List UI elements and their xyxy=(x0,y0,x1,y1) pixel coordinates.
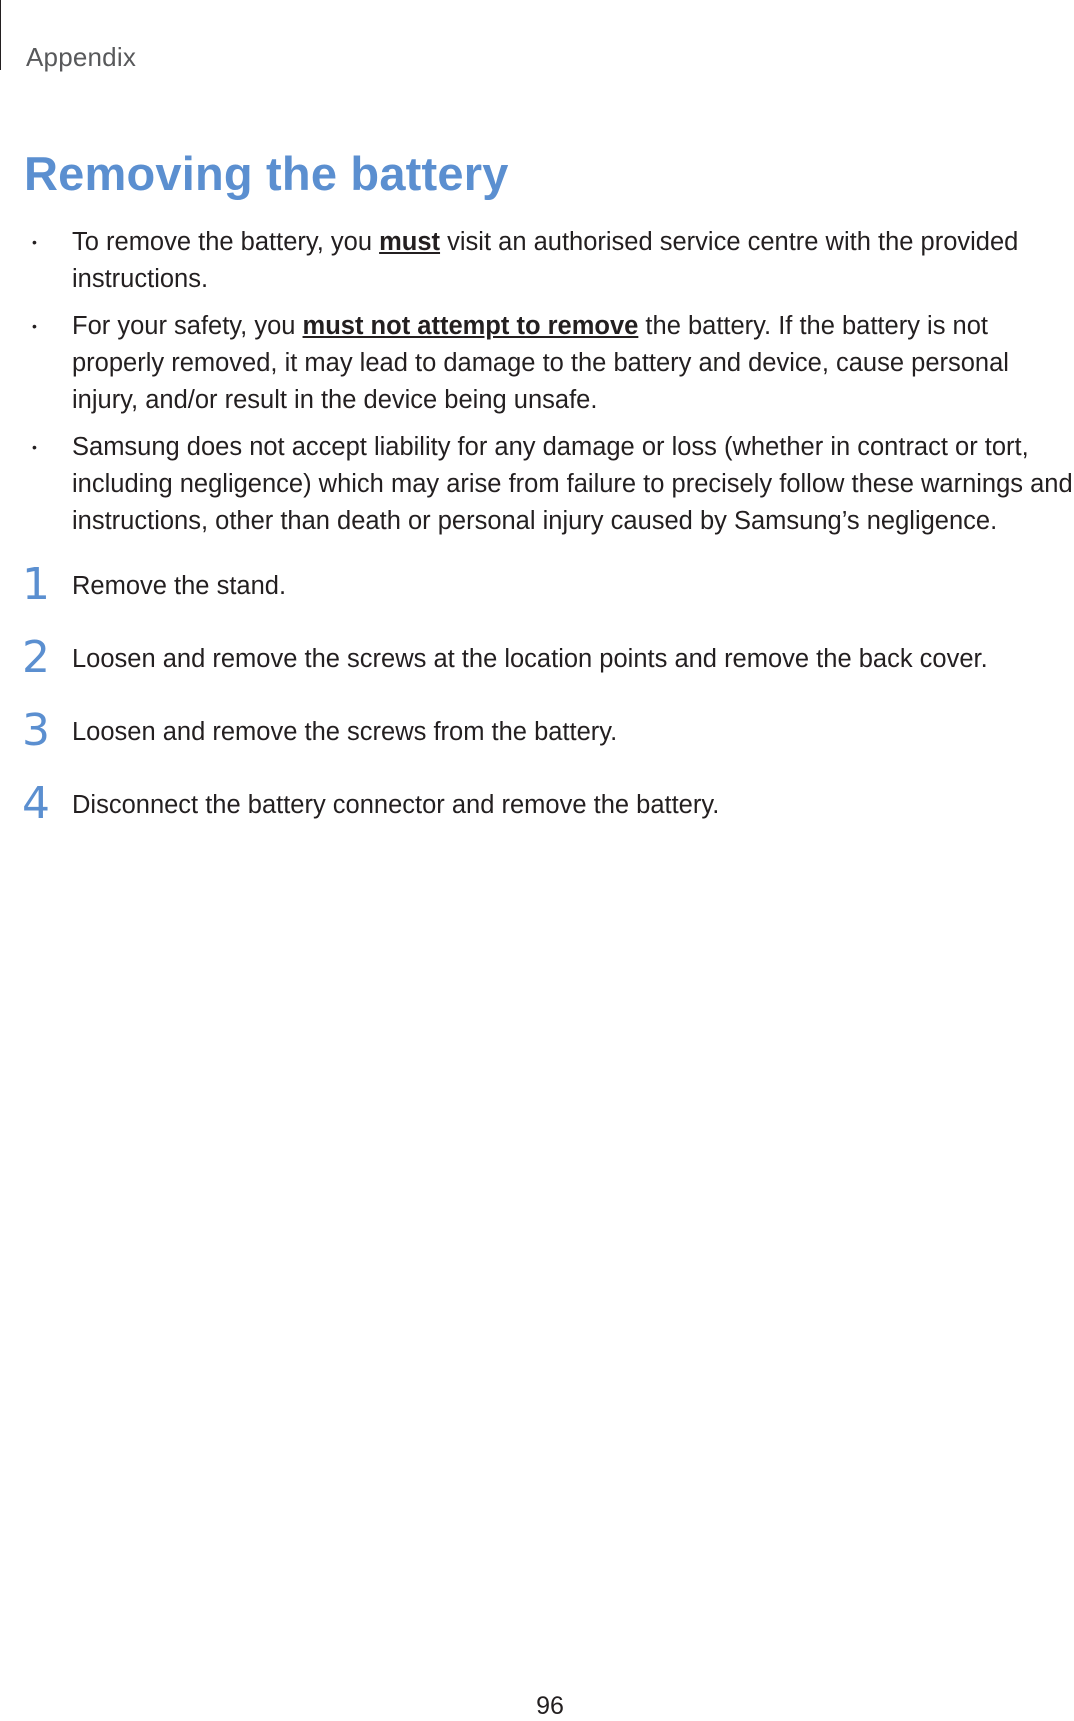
corner-rule xyxy=(0,0,1,70)
page-title: Removing the battery xyxy=(24,147,509,200)
bullet-text-before: To remove the battery, you xyxy=(72,228,380,256)
step-item xyxy=(22,632,1062,711)
bullet-emphasis: must xyxy=(379,228,441,256)
step-list xyxy=(22,559,1062,857)
step-item xyxy=(22,559,1062,638)
bullet-text-before: For your safety, you xyxy=(72,312,303,340)
bullet-item xyxy=(30,308,1074,419)
step-text: Loosen and remove the screws at the location points and remove the back cover. xyxy=(72,645,988,673)
step-text: Disconnect the battery connector and remove the battery. xyxy=(72,791,720,819)
step-text: Remove the stand. xyxy=(72,572,287,600)
bullet-item xyxy=(30,429,1074,540)
step-number: 3 xyxy=(22,705,50,756)
bullet-dot-icon: • xyxy=(32,234,37,250)
step-number: 1 xyxy=(22,559,50,610)
step-item xyxy=(22,705,1062,784)
warning-bullet-list xyxy=(30,224,1074,550)
bullet-text-after: visit an authorised service centre with the provided instructions. xyxy=(72,228,1019,293)
step-item xyxy=(22,778,1062,857)
bullet-item xyxy=(30,224,1074,298)
bullet-text-before: Samsung does not accept liability for any damage or loss (whether in contract or tort, including negligence) which may arise from failure to precisely follow these warnings and instructions, other than death or personal injury caused by Samsung’s negligence. xyxy=(72,433,1073,535)
bullet-dot-icon: • xyxy=(32,439,37,455)
bullet-text-after: the battery. If the battery is not properly removed, it may lead to damage to the battery and device, cause personal injury, and/or result in the device being unsafe. xyxy=(72,312,1009,414)
step-text: Loosen and remove the screws from the battery. xyxy=(72,718,618,746)
bullet-dot-icon: • xyxy=(32,318,37,334)
section-header-label: Appendix xyxy=(26,42,137,72)
page-number: 96 xyxy=(536,1692,564,1720)
step-number: 4 xyxy=(22,778,50,829)
bullet-emphasis: must not attempt to remove xyxy=(302,312,639,340)
step-number: 2 xyxy=(22,632,50,683)
